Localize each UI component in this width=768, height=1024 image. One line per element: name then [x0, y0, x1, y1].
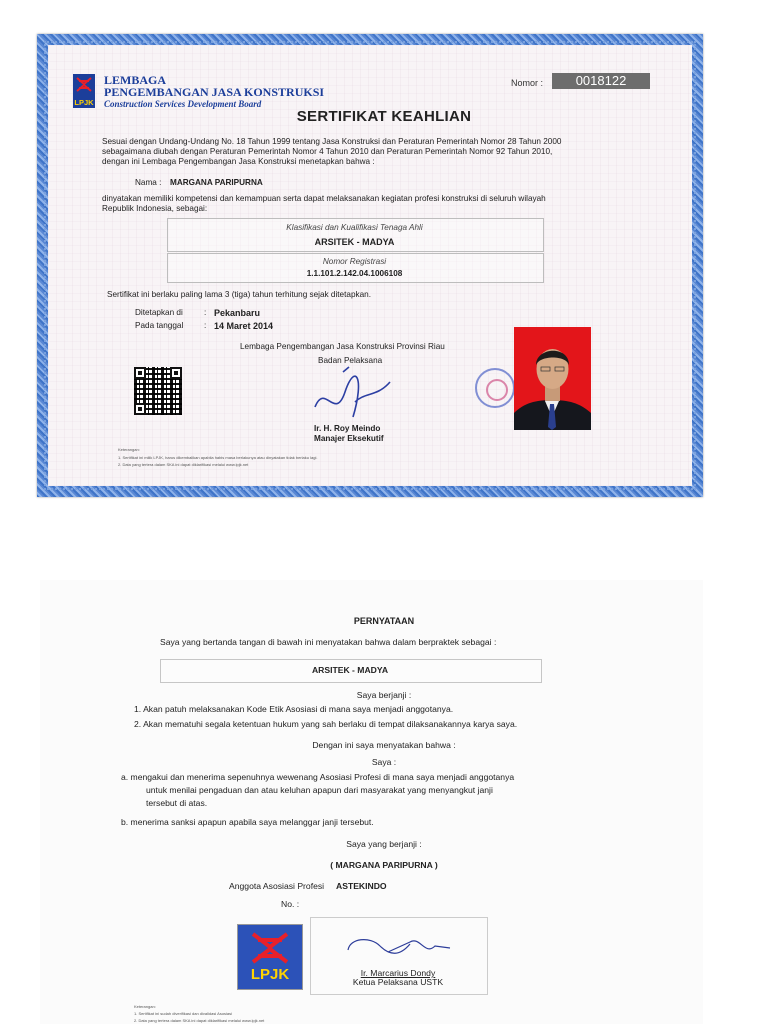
logo-text: LPJK [74, 98, 94, 107]
colon: : [204, 308, 207, 317]
notes-heading: Keterangan: [118, 447, 140, 452]
signer-name: Ir. H. Roy Meindo [314, 424, 381, 433]
lpjk-logo [73, 74, 95, 108]
org-name-line2: PENGEMBANGAN JASA KONSTRUKSI [104, 85, 325, 99]
declare-heading: Dengan ini saya menyatakan bahwa : [312, 740, 456, 750]
nomor-value: 0018122 [552, 73, 650, 89]
registrasi-value: 1.1.101.2.142.04.1006108 [306, 269, 403, 278]
member-no-label: No. : [281, 899, 300, 909]
intro-line: sebagaimana diubah dengan Peraturan Pemerintah Nomor 4 Tahun 2010 dan Peraturan Pemerintah Nomor 92 Tahun 2010, [102, 147, 553, 156]
intro-line: Sesuai dengan Undang-Undang No. 18 Tahun 1999 tentang Jasa Konstruksi dan Peraturan Pemerintah Nomor 28 Tahun 2000 [102, 137, 562, 146]
validity-text: Sertifikat ini berlaku paling lama 3 (tiga) tahun terhitung sejak ditetapkan. [107, 290, 371, 299]
qr-code-icon [134, 367, 182, 415]
member-value: ASTEKINDO [336, 881, 387, 891]
intro-line: dengan ini Lembaga Pengembangan Jasa Konstruksi menetapkan bahwa : [102, 157, 375, 166]
saya-label: Saya : [371, 757, 397, 767]
issuer-line: Badan Pelaksana [318, 356, 383, 365]
nama-label: Nama : [135, 178, 162, 187]
tanggal-label: Pada tanggal [135, 321, 184, 330]
nomor-label: Nomor : [511, 78, 544, 88]
stated-line: Republik Indonesia, sebagai: [102, 204, 208, 213]
logo-text: LPJK [250, 966, 290, 983]
promise-heading: Saya berjanji : [356, 690, 412, 700]
statement-intro: Saya yang bertanda tangan di bawah ini menyatakan bahwa dalam berpraktek sebagai : [160, 637, 497, 647]
colon: : [204, 321, 207, 330]
stamp-icon [475, 368, 515, 408]
member-label: Anggota Asosiasi Profesi [229, 881, 325, 891]
lpjk-emblem-icon [250, 931, 290, 965]
ditetapkan-value: Pekanbaru [214, 308, 261, 318]
declare-item: b. menerima sanksi apapun apabila saya melanggar janji tersebut. [121, 817, 374, 827]
portrait-photo [514, 327, 591, 430]
ditetapkan-label: Ditetapkan di [135, 308, 183, 317]
klasifikasi-value: ARSITEK - MADYA [314, 237, 395, 247]
stated-line: dinyatakan memiliki kompetensi dan kemampuan serta dapat melaksanakan kegiatan profesi konstruksi di seluruh wilayah [102, 194, 546, 203]
statement-title: PERNYATAAN [353, 616, 415, 626]
promise-item: 1. Akan patuh melaksanakan Kode Etik Asosiasi di mana saya menjadi anggotanya. [134, 704, 454, 714]
role-value: ARSITEK - MADYA [311, 665, 389, 675]
signature-icon [305, 362, 395, 432]
note-line: 1. Sertifikat ini sudah diverifikasi dan divalidasi Asosiasi [134, 1011, 233, 1016]
note-line: 2. Data yang tertera dalam SKA ini dapat diklarifikasi melalui www.lpjk.net [118, 462, 249, 467]
issuer-line: Lembaga Pengembangan Jasa Konstruksi Provinsi Riau [240, 342, 445, 351]
signature-icon [340, 928, 470, 968]
note-line: 1. Sertifikat ini milik LPJK, harus dikembalikan apabila habis masa berlakunya atau dinyatakan tidak berlaku lagi. [118, 455, 318, 460]
ustk-signer-name: Ir. Marcarius Dondy [360, 968, 436, 978]
nama-value: MARGANA PARIPURNA [170, 178, 263, 187]
org-name-line1: LEMBAGA [104, 73, 167, 87]
promise-item: 2. Akan mematuhi segala ketentuan hukum yang sah berlaku di tempat dilaksanakannya karya saya. [134, 719, 518, 729]
tanggal-value: 14 Maret 2014 [214, 321, 274, 331]
org-name-english: Construction Services Development Board [104, 99, 262, 109]
registrasi-label: Nomor Registrasi [322, 257, 387, 266]
note-line: 2. Data yang tertera dalam SKA ini dapat diklarifikasi melalui www.lpjk.net [134, 1018, 265, 1023]
lpjk-emblem-icon [76, 77, 92, 92]
promiser-label: Saya yang berjanji : [346, 839, 422, 849]
declare-item: a. mengakui dan menerima sepenuhnya wewenang Asosiasi Profesi di mana saya menjadi anggotanya [121, 772, 515, 782]
promiser-name: ( MARGANA PARIPURNA ) [330, 860, 438, 870]
declare-item-cont: tersebut di atas. [146, 798, 208, 808]
notes-heading: Keterangan: [134, 1004, 156, 1009]
lpjk-logo-large [237, 924, 303, 990]
declare-item-cont: untuk menilai pengaduan dan atau keluhan apapun dari masyarakat yang menyangkut janji [146, 785, 493, 795]
certificate-title: SERTIFIKAT KEAHLIAN [296, 108, 472, 125]
klasifikasi-label: Klasifikasi dan Kualifikasi Tenaga Ahli [286, 223, 423, 232]
signer-title: Manajer Eksekutif [314, 434, 384, 443]
ustk-signer-title: Ketua Pelaksana USTK [352, 977, 444, 987]
